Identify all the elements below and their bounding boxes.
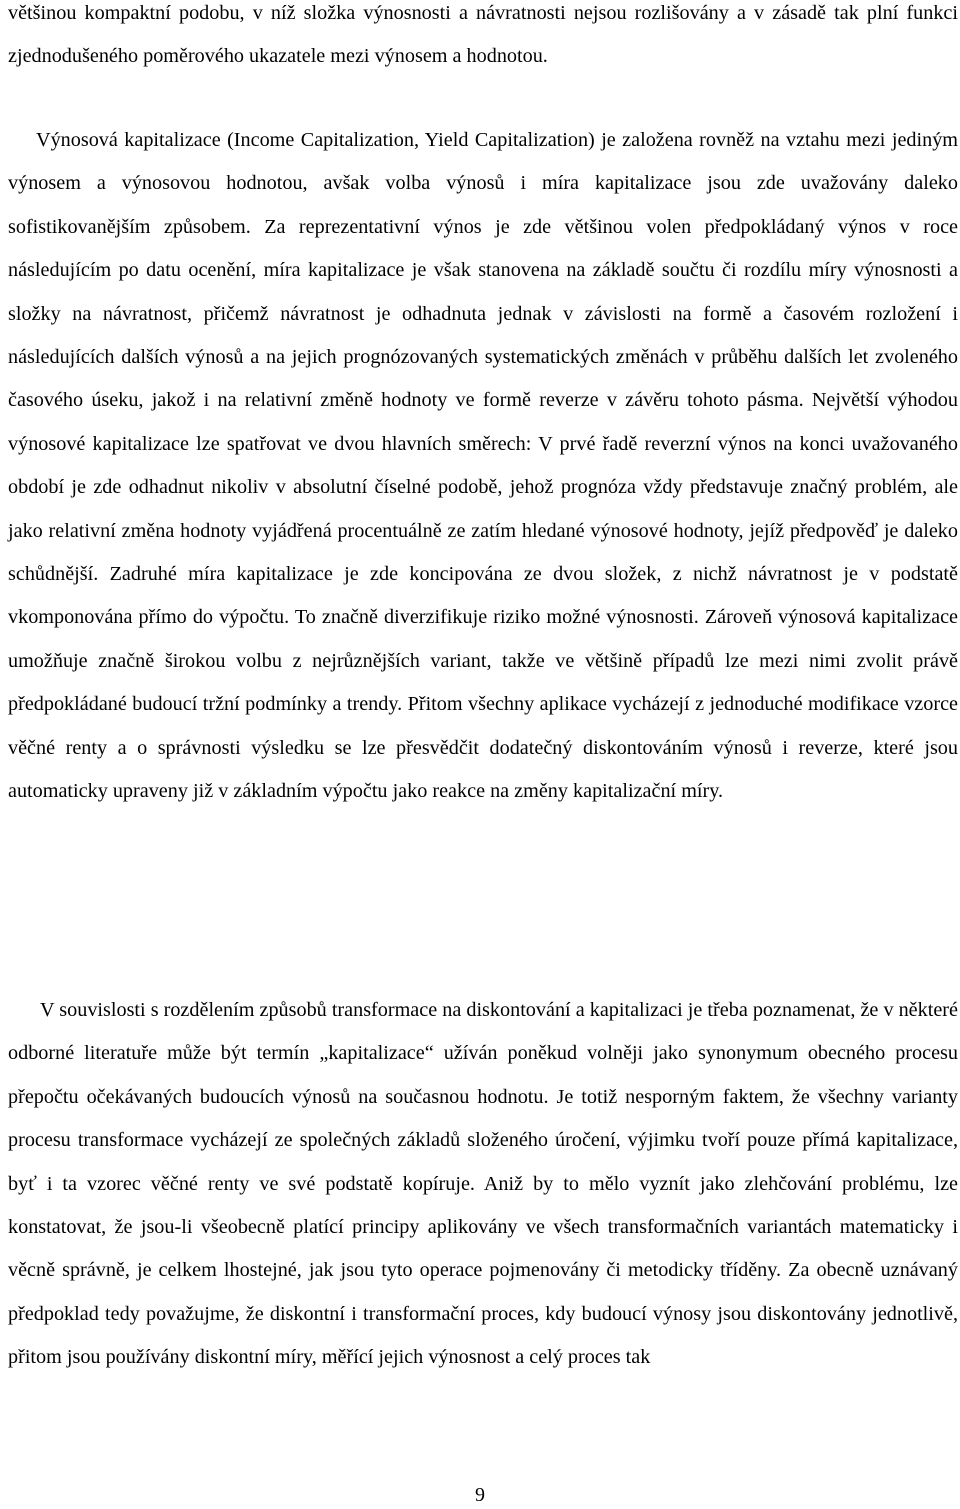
- paragraph-yield-capitalization: Výnosová kapitalizace (Income Capitalization, Yield Capitalization) je založena rovněž na vztahu mezi jediným výnosem a výnosovou hodnotou, avšak volba výnosů i míra kapitalizace jsou zde uvažovány daleko sofistikovanějším způsobem. Za reprezentativní výnos je zde většinou volen předpokládaný výnos v roce následujícím po datu ocenění, míra kapitalizace je však stanovena na základě součtu či rozdílu míry výnosnosti a složky na návratnost, přičemž návratnost je odhadnuta jednak v závislosti na formě a časovém rozložení i následujících dalších výnosů a na jejich prognózovaných systematických změnách v průběhu dalších let zvoleného časového úseku, jakož i na relativní změně hodnoty ve formě reverze v závěru tohoto pásma. Největší výhodou výnosové kapitalizace lze spatřovat ve dvou hlavních směrech: V prvé řadě reverzní výnos na konci uvažovaného období je zde odhadnut nikoliv v absolutní číselné podobě, jehož prognóza vždy představuje značný problém, ale jako relativní změna hodnoty vyjádřená procentuálně ze zatím hledané výnosové hodnoty, jejíž předpověď je daleko schůdnější. Zadruhé míra kapitalizace je zde koncipována ze dvou složek, z nichž návratnost je v podstatě vkomponována přímo do výpočtu. To značně diverzifikuje riziko možné výnosnosti. Zároveň výnosová kapitalizace umožňuje značně širokou volbu z nejrůznějších variant, takže ve většině případů lze mezi nimi zvolit právě předpokládané budoucí tržní podmínky a trendy. Přitom všechny aplikace vycházejí z jednoduché modifikace vzorce věčné renty a o správnosti výsledku se lze přesvědčit dodatečný diskontováním výnosů i reverze, které jsou automaticky upraveny již v základním výpočtu jako reakce na změny kapitalizační míry.: [8, 129, 958, 803]
- paragraph-continuation: většinou kompaktní podobu, v níž složka výnosnosti a návratnosti nejsou rozlišovány a v zásadě tak plní funkci zjednodušeného poměrového ukazatele mezi výnosem a hodnotou.: [8, 2, 958, 68]
- page-number: 9: [475, 1484, 485, 1506]
- paragraph-transformation-terms: V souvislosti s rozdělením způsobů transformace na diskontování a kapitalizaci je třeba poznamenat, že v některé odborné literatuře může být termín „kapitalizace“ užíván poněkud volněji jako synonymum obecného procesu přepočtu očekávaných budoucích výnosů na současnou hodnotu. Je totiž nesporným faktem, že všechny varianty procesu transformace vycházejí ze společných základů složeného úročení, výjimku tvoří pouze přímá kapitalizace, byť i ta vzorec věčné renty ve své podstatě kopíruje. Aniž by to mělo vyznít jako zlehčování problému, lze konstatovat, že jsou-li všeobecně platící principy aplikovány ve všech transformačních variantách matematicky i věcně správně, je celkem lhostejné, jak jsou tyto operace pojmenovány či metodicky tříděny. Za obecně uznávaný předpoklad tedy považujme, že diskontní i transformační proces, kdy budoucí výnosy jsou diskontovány jednotlivě, přitom jsou používány diskontní míry, měřící jejich výnosnost a celý proces tak: [8, 999, 958, 1369]
